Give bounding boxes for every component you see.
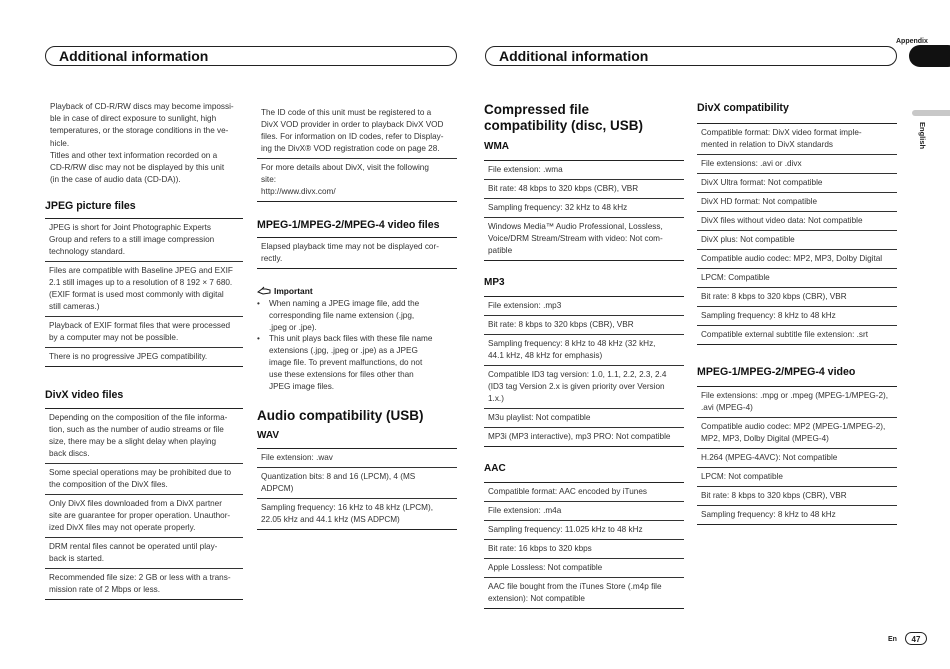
text-line: (ID3 tag Version 2.x is given priority over Version bbox=[488, 382, 665, 391]
table-row bbox=[45, 348, 243, 367]
text-line: DivX files without video data: Not compatible bbox=[701, 216, 863, 225]
text-line: M3u playlist: Not compatible bbox=[488, 413, 591, 422]
table-row bbox=[45, 409, 243, 464]
table-row bbox=[697, 155, 897, 174]
mpeg-video-section-title: MPEG-1/MPEG-2/MPEG-4 video bbox=[697, 366, 856, 378]
text-line: LPCM: Not compatible bbox=[701, 472, 783, 481]
divx-files-section-title: DivX video files bbox=[45, 389, 124, 402]
text-line: DivX Ultra format: Not compatible bbox=[701, 178, 823, 187]
text-line: size, there may be a slight delay when playing bbox=[49, 437, 217, 447]
text-line: 2.1 still images up to a resolution of 8 192 × 7 680. bbox=[49, 278, 233, 288]
text-line: Compatible external subtitle file extension: .srt bbox=[701, 330, 869, 339]
jpeg-info-table bbox=[45, 218, 243, 367]
text-line: LPCM: Compatible bbox=[701, 273, 770, 282]
wav-section-title: WAV bbox=[257, 430, 280, 442]
text-line: DivX VOD provider in order to playback DivX VOD bbox=[261, 120, 444, 129]
table-row bbox=[45, 219, 243, 262]
table-row bbox=[257, 499, 457, 530]
text-line: corresponding file name extension (.jpg, bbox=[269, 310, 415, 320]
language-tab-marker bbox=[912, 110, 950, 116]
divx-compatibility-title: DivX compatibility bbox=[697, 102, 789, 114]
text-line: site: bbox=[261, 175, 277, 184]
text-line: still cameras.) bbox=[49, 302, 100, 312]
column-4 bbox=[697, 102, 897, 525]
text-line: back is started. bbox=[49, 554, 105, 564]
table-row bbox=[697, 418, 897, 449]
important-heading bbox=[257, 286, 457, 296]
bullet-text bbox=[269, 333, 432, 392]
compressed-file-compatibility-title bbox=[484, 102, 684, 134]
table-row bbox=[697, 174, 897, 193]
text-line: Depending on the composition of the file informa- bbox=[49, 413, 228, 423]
text-line: DivX plus: Not compatible bbox=[701, 235, 795, 244]
text-line: File extensions: .mpg or .mpeg (MPEG-1/MPEG-2), bbox=[701, 391, 889, 400]
text-line: Titles and other text information recorded on a bbox=[50, 150, 218, 160]
table-row bbox=[484, 161, 684, 180]
bullet-text bbox=[269, 298, 419, 333]
table-row bbox=[45, 262, 243, 317]
text-line: Elapsed playback time may not be displayed cor- bbox=[261, 242, 439, 251]
bullet-dot: • bbox=[257, 334, 260, 344]
section-header-right: Additional information bbox=[485, 46, 897, 66]
text-line: The ID code of this unit must be registered to a bbox=[261, 108, 432, 117]
table-row bbox=[697, 307, 897, 326]
wma-info-table bbox=[484, 160, 684, 261]
text-line: Recommended file size: 2 GB or less with a trans- bbox=[49, 573, 231, 583]
text-line: AAC file bought from the iTunes Store (.m4p file bbox=[488, 582, 662, 591]
important-hand-icon bbox=[257, 286, 271, 296]
footer-language-code: En bbox=[888, 636, 897, 643]
table-row bbox=[697, 506, 897, 525]
divx-compatibility-table bbox=[697, 123, 897, 345]
text-line: There is no progressive JPEG compatibility. bbox=[49, 352, 208, 362]
text-line: Files are compatible with Baseline JPEG and EXIF bbox=[49, 266, 233, 276]
column-2 bbox=[257, 104, 457, 530]
text-line: compatibility (disc, USB) bbox=[484, 118, 644, 133]
text-line: DRM rental files cannot be operated until play- bbox=[49, 542, 218, 552]
table-row bbox=[484, 521, 684, 540]
text-line: temperatures, or the storage conditions in the ve- bbox=[50, 126, 229, 136]
table-row bbox=[697, 250, 897, 269]
text-line: Playback of CD-R/RW discs may become impossi- bbox=[50, 102, 234, 111]
text-line: back discs. bbox=[49, 449, 90, 459]
mpeg-files-section-title: MPEG-1/MPEG-2/MPEG-4 video files bbox=[257, 219, 440, 231]
text-line: MP3i (MP3 interactive), mp3 PRO: Not compatible bbox=[488, 432, 671, 441]
aac-section-title: AAC bbox=[484, 463, 506, 474]
table-row bbox=[257, 159, 457, 202]
divx-files-info-table bbox=[45, 408, 243, 600]
text-line: Apple Lossless: Not compatible bbox=[488, 563, 603, 572]
text-line: JPEG is short for Joint Photographic Experts bbox=[49, 223, 212, 233]
table-row bbox=[697, 193, 897, 212]
text-line: (EXIF format is used most commonly with digital bbox=[49, 290, 224, 300]
text-line: Sampling frequency: 11.025 kHz to 48 kHz bbox=[488, 525, 643, 534]
text-line: mission rate of 2 Mbps or less. bbox=[49, 585, 161, 595]
text-line: 44.1 kHz, 48 kHz for emphasis) bbox=[488, 351, 603, 360]
column-1 bbox=[45, 101, 243, 600]
table-row bbox=[484, 502, 684, 521]
table-row bbox=[697, 269, 897, 288]
mp3-info-table bbox=[484, 296, 684, 447]
page-number: 47 bbox=[905, 632, 927, 645]
text-line: 22.05 kHz and 44.1 kHz (MS ADPCM) bbox=[261, 515, 400, 525]
table-row bbox=[257, 468, 457, 499]
audio-compatibility-title: Audio compatibility (USB) bbox=[257, 408, 424, 424]
table-row bbox=[484, 316, 684, 335]
text-line: Compatible ID3 tag version: 1.0, 1.1, 2.2, 2.3, 2.4 bbox=[488, 370, 667, 379]
table-row bbox=[484, 180, 684, 199]
text-line: the composition of the DivX files. bbox=[49, 480, 168, 490]
text-line: DivX HD format: Not compatible bbox=[701, 197, 818, 206]
aac-info-table bbox=[484, 482, 684, 609]
table-row bbox=[484, 366, 684, 409]
text-line: Voice/DRM Stream/Stream with video: Not com- bbox=[488, 234, 663, 243]
text-line: Playback of EXIF format files that were processed bbox=[49, 321, 231, 331]
table-row bbox=[697, 326, 897, 345]
table-row bbox=[697, 231, 897, 250]
mpeg-video-info-table bbox=[697, 386, 897, 525]
text-line: Compatible format: AAC encoded by iTunes bbox=[488, 487, 647, 496]
mpeg-files-info-table bbox=[257, 237, 457, 269]
text-line: Sampling frequency: 8 kHz to 48 kHz bbox=[701, 510, 836, 519]
column-3 bbox=[484, 102, 684, 609]
wma-section-title: WMA bbox=[484, 141, 509, 152]
intro-paragraph bbox=[45, 101, 243, 186]
text-line: Bit rate: 16 kbps to 320 kbps bbox=[488, 544, 592, 553]
text-line: rectly. bbox=[261, 254, 283, 263]
text-line: File extension: .wma bbox=[488, 165, 563, 174]
text-line: MP2, MP3, Dolby Digital (MPEG-4) bbox=[701, 434, 829, 443]
text-line: Bit rate: 8 kbps to 320 kbps (CBR), VBR bbox=[701, 491, 847, 500]
jpeg-section-title: JPEG picture files bbox=[45, 200, 136, 213]
text-line: 1.x.) bbox=[488, 394, 504, 403]
text-line: File extension: .m4a bbox=[488, 506, 562, 515]
table-row bbox=[697, 449, 897, 468]
text-line: hicle. bbox=[50, 138, 70, 148]
text-line: .jpeg or .jpe). bbox=[269, 322, 317, 332]
text-line: Compressed file bbox=[484, 102, 590, 117]
text-line: Compatible format: DivX video format imple- bbox=[701, 128, 862, 137]
text-line: File extensions: .avi or .divx bbox=[701, 159, 802, 168]
text-line: patible bbox=[488, 246, 513, 255]
table-row bbox=[45, 538, 243, 569]
important-label: Important bbox=[274, 286, 313, 296]
text-line: JPEG image files. bbox=[269, 381, 335, 391]
text-line: extensions (.jpg, .jpeg or .jpe) as a JPEG bbox=[269, 346, 418, 356]
text-line: This unit plays back files with these file name bbox=[269, 334, 433, 344]
text-line: ADPCM) bbox=[261, 484, 294, 494]
mp3-section-title: MP3 bbox=[484, 277, 505, 288]
text-line: Compatible audio codec: MP2 (MPEG-1/MPEG-2), bbox=[701, 422, 886, 431]
text-line: When naming a JPEG image file, add the bbox=[269, 299, 420, 308]
text-line: Bit rate: 8 kbps to 320 kbps (CBR), VBR bbox=[488, 320, 634, 329]
table-row bbox=[484, 409, 684, 428]
table-row bbox=[484, 540, 684, 559]
text-line: (in the case of audio data (CD-DA)). bbox=[50, 175, 181, 185]
divx-id-table bbox=[257, 104, 457, 202]
bullet-dot: • bbox=[257, 299, 260, 308]
text-line: Group and refers to a still image compression bbox=[49, 235, 215, 245]
table-row bbox=[697, 124, 897, 155]
table-row bbox=[484, 218, 684, 261]
text-line: by a computer may not be possible. bbox=[49, 333, 179, 343]
table-row bbox=[484, 428, 684, 447]
text-line: Sampling frequency: 8 kHz to 48 kHz bbox=[701, 311, 836, 320]
table-row bbox=[484, 483, 684, 502]
text-line: Sampling frequency: 16 kHz to 48 kHz (LPCM), bbox=[261, 503, 434, 513]
text-line: File extension: .wav bbox=[261, 453, 333, 463]
text-line: H.264 (MPEG-4AVC): Not compatible bbox=[701, 453, 838, 462]
table-row bbox=[45, 317, 243, 348]
table-row bbox=[45, 464, 243, 495]
table-row bbox=[697, 212, 897, 231]
text-line: Windows Media™ Audio Professional, Lossless, bbox=[488, 222, 663, 231]
table-row bbox=[45, 569, 243, 600]
table-row bbox=[697, 387, 897, 418]
text-line: Bit rate: 48 kbps to 320 kbps (CBR), VBR bbox=[488, 184, 639, 193]
text-line: tion, such as the number of audio streams or file bbox=[49, 425, 224, 435]
language-side-label: English bbox=[918, 122, 927, 150]
text-line: Only DivX files downloaded from a DivX partner bbox=[49, 499, 222, 509]
table-row bbox=[484, 297, 684, 316]
table-row bbox=[697, 288, 897, 307]
text-line: Sampling frequency: 8 kHz to 48 kHz (32 kHz, bbox=[488, 339, 656, 348]
section-header-left: Additional information bbox=[45, 46, 457, 66]
text-line: mented in relation to DivX standards bbox=[701, 140, 833, 149]
table-row bbox=[484, 199, 684, 218]
text-line: Sampling frequency: 32 kHz to 48 kHz bbox=[488, 203, 628, 212]
table-row bbox=[45, 495, 243, 538]
table-row bbox=[484, 559, 684, 578]
text-line: File extension: .mp3 bbox=[488, 301, 562, 310]
text-line: image file. To prevent malfunctions, do not bbox=[269, 357, 423, 367]
text-line: For more details about DivX, visit the following bbox=[261, 163, 429, 172]
table-row bbox=[697, 487, 897, 506]
table-row bbox=[257, 449, 457, 468]
section-tab-marker bbox=[909, 45, 950, 67]
table-row bbox=[257, 238, 457, 269]
text-line: CD-R/RW disc may not be displayed by this unit bbox=[50, 163, 225, 173]
table-row bbox=[257, 104, 457, 159]
bullet-item bbox=[257, 333, 457, 392]
text-line: Some special operations may be prohibited due to bbox=[49, 468, 232, 478]
text-line: .avi (MPEG-4) bbox=[701, 403, 753, 412]
text-line: Compatible audio codec: MP2, MP3, Dolby Digital bbox=[701, 254, 883, 263]
text-line: technology standard. bbox=[49, 247, 126, 257]
text-line: site are guarantee for proper operation. Unauthor- bbox=[49, 511, 231, 521]
bullet-item bbox=[257, 298, 457, 333]
table-row bbox=[697, 468, 897, 487]
text-line: Quantization bits: 8 and 16 (LPCM), 4 (MS bbox=[261, 472, 416, 482]
text-line: Bit rate: 8 kbps to 320 kbps (CBR), VBR bbox=[701, 292, 847, 301]
text-line: use these extensions for files other than bbox=[269, 369, 414, 379]
table-row bbox=[484, 578, 684, 609]
text-line: http://www.divx.com/ bbox=[261, 187, 336, 196]
text-line: files. For information on ID codes, refer to Display- bbox=[261, 132, 444, 141]
text-line: ized DivX files may not operate properly. bbox=[49, 523, 196, 533]
important-bullet-list bbox=[257, 298, 457, 392]
text-line: extension): Not compatible bbox=[488, 594, 585, 603]
table-row bbox=[484, 335, 684, 366]
wav-info-table bbox=[257, 448, 457, 530]
text-line: ing the DivX® VOD registration code on page 28. bbox=[261, 144, 440, 153]
text-line: ble in case of direct exposure to sunlight, high bbox=[50, 114, 217, 124]
appendix-label: Appendix bbox=[896, 38, 928, 45]
